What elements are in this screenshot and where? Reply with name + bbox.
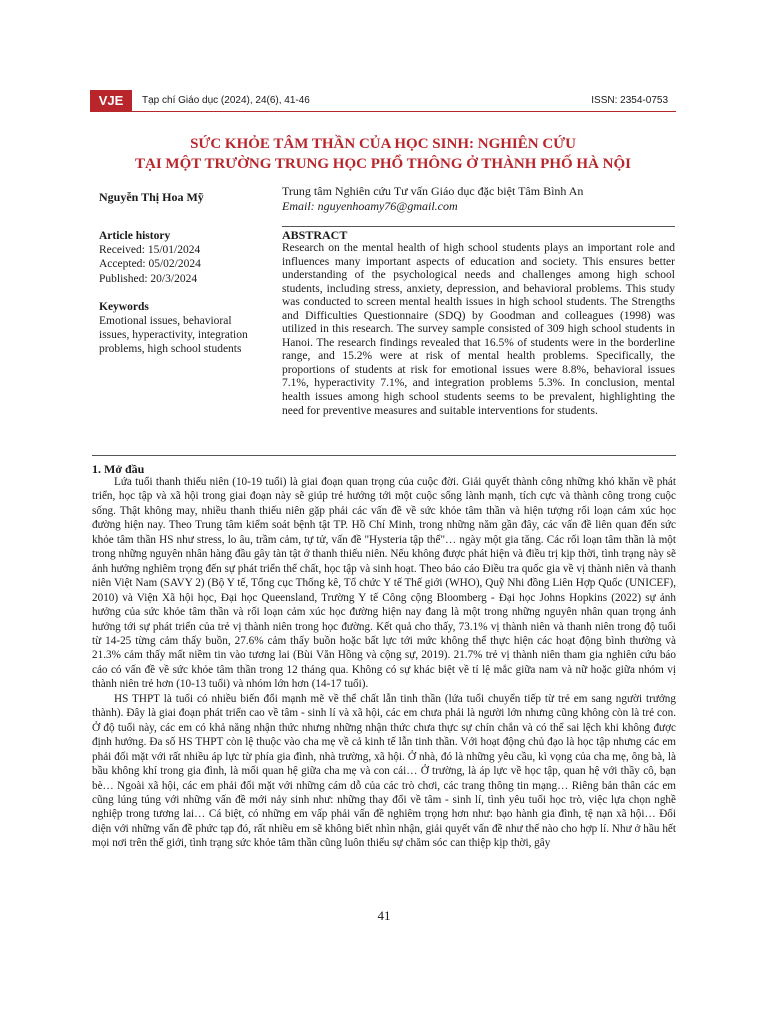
journal-citation: Tạp chí Giáo dục (2024), 24(6), 41-46	[142, 95, 310, 106]
paper-title	[90, 134, 676, 174]
abstract-rule	[282, 226, 675, 227]
author-affiliation-block	[282, 184, 583, 214]
abstract-text: Research on the mental health of high school students plays an important role and influences many important aspects of education and society. This ensures better understanding of the psychological needs and challenges among high school students, including stress, anxiety, depression, and behavioral problems. This study was conducted to screen mental health issues in high school students. The Strengths and Difficulties Questionnaire (SDQ) by Goodman and colleagues (1998) was utilized in this research. The survey sample consisted of 309 high school students in Hanoi. The research findings revealed that 16.5% of students were in the borderline range, and 15.2% were at risk of mental health problems. Specifically, the proportions of students at risk for emotional issues were 8.8%, behavioral issues 7.1%, hyperactivity 7.1%, and integration problems 5.3%. In conclusion, mental health issues among high school students seems to be prevalent, highlighting the need for preventive measures and suitable interventions for students.	[282, 242, 675, 417]
accepted-date: Accepted: 05/02/2024	[99, 258, 201, 271]
journal-logo: VJE	[90, 90, 132, 112]
keywords-text: Emotional issues, behavioral issues, hyperactivity, integration problems, high school students	[99, 315, 248, 356]
published-date: Published: 20/3/2024	[99, 272, 198, 285]
section-body	[92, 475, 676, 851]
issn: ISSN: 2354-0753	[591, 95, 668, 106]
journal-header	[90, 90, 676, 112]
title-line-1: SỨC KHỎE TÂM THẦN CỦA HỌC SINH: NGHIÊN CỨU	[190, 136, 576, 152]
author-name: Nguyễn Thị Hoa Mỹ	[99, 190, 204, 204]
article-sidebar	[99, 229, 259, 357]
page-number: 41	[377, 908, 391, 923]
section-rule	[92, 455, 676, 456]
header-rule	[132, 111, 676, 112]
title-line-2: TẠI MỘT TRƯỜNG TRUNG HỌC PHỔ THÔNG Ở THÀNH PHỐ HÀ NỘI	[134, 156, 632, 172]
received-date: Received: 15/01/2024	[99, 244, 201, 257]
section-heading: 1. Mở đầu	[92, 462, 145, 476]
keywords-heading: Keywords	[99, 300, 149, 313]
author-email: Email: nguyenhoamy76@gmail.com	[282, 199, 458, 213]
paragraph-1: Lứa tuổi thanh thiếu niên (10-19 tuổi) là giai đoạn quan trọng của cuộc đời. Giải quyết thành công những khó khăn về phát triển, học tập và xã hội trong giai đoạn này sẽ giúp trẻ hướng tới một cuộc sống lành mạnh, tích cực và thành công trong cuộc sống. Thật không may, nhiều thanh thiếu niên gặp phải các vấn đề về sức khỏe tâm thần và hiện tượng rối loạn cảm xúc học đường hiện nay. Theo Trung tâm kiểm soát bệnh tật TP. Hồ Chí Minh, trong những năm gần đây, các vấn đề liên quan đến sức khỏe tâm thần HS như stress, lo âu, trầm cảm, tự tử, vấn đề "Hysteria tập thể"… ngày một gia tăng. Các rối loạn tâm thần là một trong những nguyên nhân hàng đầu gây tàn tật ở thanh thiếu niên. Nếu không được phát hiện và điều trị kịp thời, tình trạng này sẽ ảnh hưởng nghiêm trọng đến sự phát triển thể chất, học tập và sinh hoạt. Theo báo cáo Điều tra quốc gia về vị thành niên và thanh niên Việt Nam (SAVY 2) (Bộ Y tế, Tổng cục Thống kê, Tổ chức Y tế Thế giới (WHO), Quỹ Nhi đồng Liên Hợp Quốc (UNICEF), 2010) và Viện Xã hội học, Đại học Queensland, Trường Y tế Công cộng Bloomberg - Đại học Johns Hopkins (2022) sự ảnh hưởng của sức khỏe tâm thần và rối loạn cảm xúc học đường hiện nay đang là một trong những nguyên nhân quan trọng ảnh hưởng tới sự phát triển của trẻ vị thành niên trong học đường. Kết quả cho thấy, 73.1% vị thành niên và thanh niên trong độ tuổi từ 14-25 từng cảm thấy buồn, 27.6% cảm thấy buồn hoặc bất lực tới mức không thể thực hiện các hoạt động bình thường và 21.3% cảm thấy mất niềm tin vào tương lai (Bùi Văn Hồng và cộng sự, 2019). 21.7% trẻ vị thành niên tham gia nghiên cứu báo cáo có vấn đề về sức khỏe tâm thần trong 12 tháng qua. Không có sự khác biệt về tỉ lệ mắc giữa nam và nữ hoặc giữa nhóm vị thành niên trẻ hơn (10-13 tuổi) và nhóm lớn hơn (14-17 tuổi).	[92, 476, 676, 691]
article-history-heading: Article history	[99, 230, 171, 242]
abstract-heading: ABSTRACT	[282, 228, 348, 242]
affiliation: Trung tâm Nghiên cứu Tư vấn Giáo dục đặc biệt Tâm Bình An	[282, 184, 584, 198]
paragraph-2: HS THPT là tuổi có nhiều biến đổi mạnh mẽ về thể chất lẫn tinh thần (lứa tuổi chuyển tiếp từ trẻ em sang người trưởng thành). Đây là giai đoạn phát triển cao về tâm - sinh lí và xã hội, các em chưa phải là người lớn nhưng cũng không còn là trẻ con. Ở độ tuổi này, các em có khả năng nhận thức nhưng những nhận thức chưa thực sự chín chắn và có thể sai lệch khi không được định hướng. Đa số HS THPT còn lệ thuộc vào cha mẹ về cả kinh tế lẫn tinh thần. Với hoạt động chủ đạo là học tập nhưng các em phải đối mặt với rất nhiều áp lực từ phía gia đình, nhà trường, xã hội. Ở nhà, đó là những yêu cầu, kì vọng của cha mẹ, ông bà, là bầu không khí trong gia đình, là mối quan hệ giữa cha mẹ và con cái… Ở trường, là áp lực về học tập, quan hệ với thầy cô, bạn bè… Ngoài xã hội, các em phải đối mặt với những cám dỗ của các trò chơi, các trang thông tin mạng… Riêng bản thân các em cũng lúng túng với những vấn đề mới nảy sinh như: những thay đổi về tâm - sinh lí, tình yêu tuổi học trò, việc lựa chọn nghề nghiệp trong tương lai… Cá biệt, có những em vấp phải vấn đề nghiêm trọng hơn như: bạo hành gia đình, tệ nạn xã hội… Đối diện với những vấn đề phức tạp đó, rất nhiều em sẽ không biết nhìn nhận, giải quyết vấn đề như thế nào cho hợp lí. Như ở hầu hết mọi nơi trên thế giới, tình trạng sức khỏe tâm thần cũng luôn thiếu sự chăm sóc can thiệp kịp thời, gây	[92, 692, 676, 850]
